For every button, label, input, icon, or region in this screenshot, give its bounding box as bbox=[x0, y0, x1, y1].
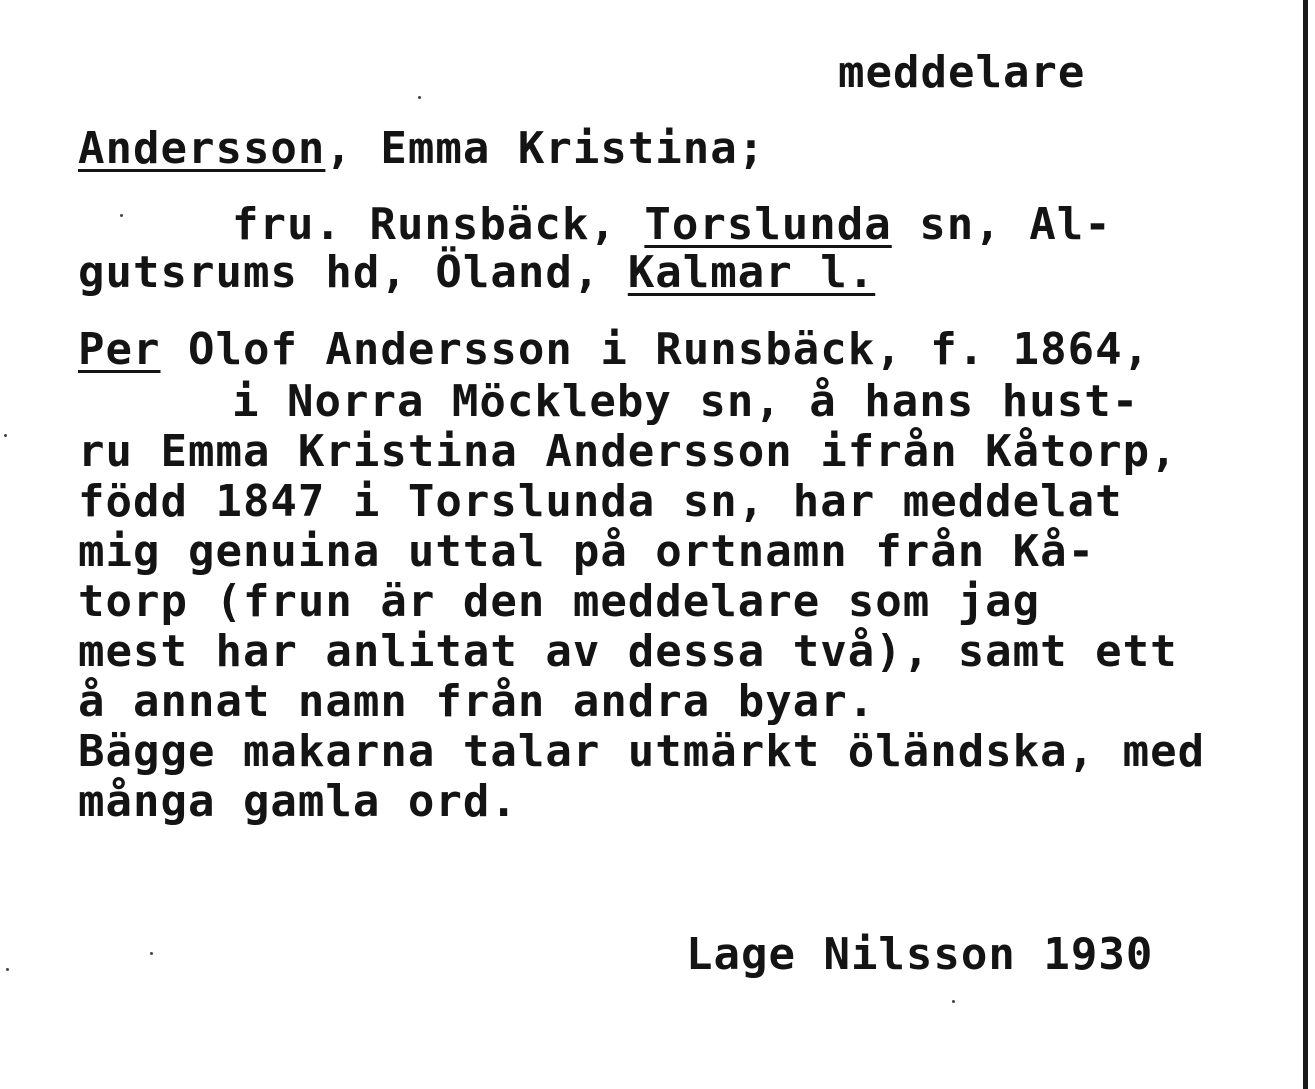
name-line bbox=[78, 124, 765, 174]
county: Kalmar l. bbox=[627, 247, 876, 298]
parish: Torslunda bbox=[644, 199, 892, 250]
card-header: meddelare bbox=[838, 47, 1086, 98]
paper-speck bbox=[120, 214, 123, 217]
body-line-7: mest har anlitat av dessa två), samt ett bbox=[78, 626, 1178, 677]
given-names: , Emma Kristina; bbox=[325, 123, 766, 174]
address-prefix: fru. Runsbäck, bbox=[232, 199, 645, 250]
paper-speck bbox=[4, 434, 7, 437]
address-line-2 bbox=[78, 248, 875, 298]
body-line-3: ru Emma Kristina Andersson ifrån Kåtorp, bbox=[78, 426, 1178, 477]
surname: Andersson bbox=[78, 123, 326, 174]
hundred: gutsrums hd, Öland, bbox=[78, 247, 628, 298]
card-edge bbox=[1303, 0, 1308, 1089]
body-line-6: torp (frun är den meddelare som jag bbox=[78, 576, 1041, 627]
body-line-2: i Norra Möckleby sn, å hans hust- bbox=[232, 376, 1140, 427]
body-line-1-rest: Olof Andersson i Runsbäck, f. 1864, bbox=[160, 324, 1151, 375]
body-line-4: född 1847 i Torslunda sn, har meddelat bbox=[78, 476, 1123, 527]
paper-speck bbox=[418, 96, 421, 99]
informant-first-name: Per bbox=[78, 324, 161, 375]
body-line-1 bbox=[78, 325, 1150, 375]
address-line-1 bbox=[232, 200, 1112, 250]
address-suffix: sn, Al- bbox=[891, 199, 1112, 250]
body-line-5: mig genuina uttal på ortnamn från Kå- bbox=[78, 526, 1096, 577]
body-line-9: Bägge makarna talar utmärkt öländska, med bbox=[78, 726, 1206, 777]
paper-speck bbox=[150, 952, 153, 955]
signature: Lage Nilsson 1930 bbox=[686, 929, 1154, 980]
paper-speck bbox=[952, 1000, 955, 1003]
body-line-10: många gamla ord. bbox=[78, 776, 518, 827]
body-line-8: å annat namn från andra byar. bbox=[78, 676, 876, 727]
paper-speck bbox=[6, 968, 9, 971]
